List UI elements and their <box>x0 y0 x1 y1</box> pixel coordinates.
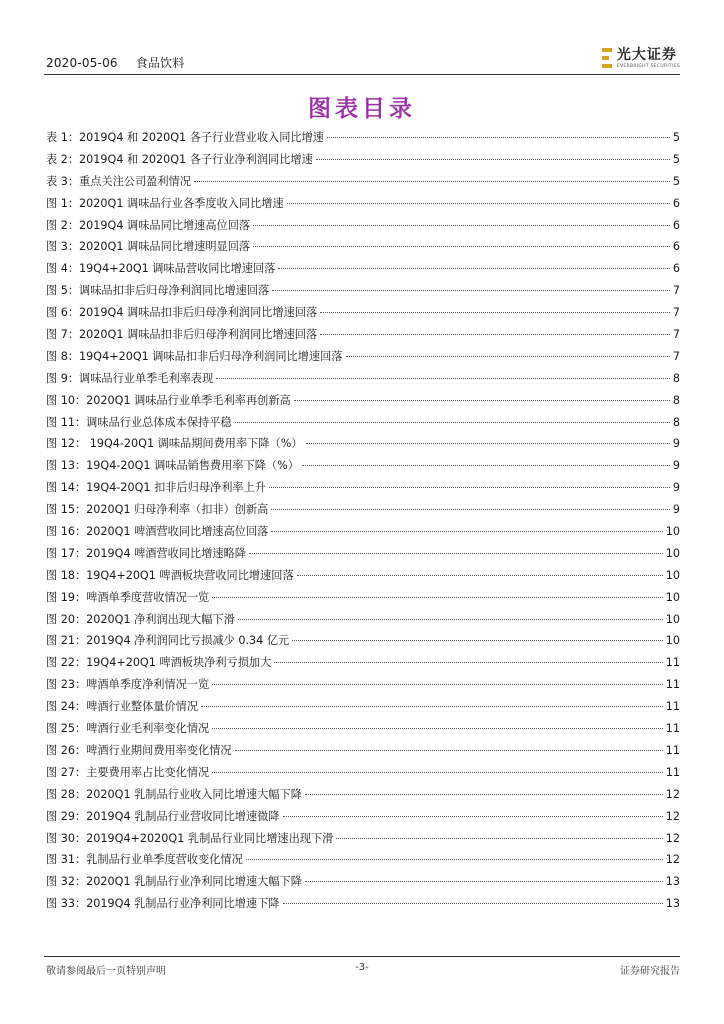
toc-entry-label: 图 13：19Q4-20Q1 调味品销售费用率下降（%） <box>46 459 299 473</box>
toc-entry[interactable] <box>46 587 680 609</box>
toc-leader-dots <box>283 816 663 817</box>
toc-entry-page: 8 <box>672 371 680 385</box>
toc-entry-page: 7 <box>672 306 680 320</box>
toc-list <box>46 127 680 915</box>
toc-entry[interactable] <box>46 368 680 390</box>
toc-entry[interactable] <box>46 871 680 893</box>
company-logo <box>602 46 680 70</box>
page-number: -3- <box>355 962 369 973</box>
toc-entry[interactable] <box>46 849 680 871</box>
toc-entry-page: 5 <box>672 174 680 188</box>
toc-leader-dots <box>327 137 670 138</box>
toc-leader-dots <box>235 750 663 751</box>
toc-entry-label: 图 33：2019Q4 乳制品行业净利同比增速下降 <box>46 897 280 911</box>
toc-entry[interactable] <box>46 433 680 455</box>
toc-entry-page: 12 <box>665 787 680 801</box>
toc-entry-page: 10 <box>665 590 680 604</box>
toc-leader-dots <box>294 400 670 401</box>
logo-mark-icon <box>602 48 612 68</box>
toc-leader-dots <box>297 575 663 576</box>
toc-leader-dots <box>278 268 670 269</box>
toc-entry[interactable] <box>46 696 680 718</box>
toc-entry-label: 图 25：啤酒行业毛利率变化情况 <box>46 722 210 736</box>
toc-leader-dots <box>271 531 662 532</box>
toc-entry-label: 图 15：2020Q1 归母净利率（扣非）创新高 <box>46 503 269 517</box>
toc-entry[interactable] <box>46 762 680 784</box>
toc-leader-dots <box>346 356 670 357</box>
toc-entry[interactable] <box>46 740 680 762</box>
toc-entry[interactable] <box>46 149 680 171</box>
toc-entry-label: 图 22：19Q4+20Q1 啤酒板块净利亏损加大 <box>46 656 272 670</box>
toc-leader-dots <box>212 684 663 685</box>
page-title: 图表目录 <box>308 95 416 122</box>
toc-entry-label: 图 10：2020Q1 调味品行业单季毛利率再创新高 <box>46 393 291 407</box>
toc-entry-page: 10 <box>665 525 680 539</box>
header-date: 2020-05-06 <box>46 56 118 70</box>
toc-leader-dots <box>246 859 663 860</box>
toc-entry-page: 8 <box>672 393 680 407</box>
toc-entry-page: 6 <box>672 218 680 232</box>
toc-leader-dots <box>201 706 663 707</box>
toc-entry[interactable] <box>46 609 680 631</box>
toc-leader-dots <box>320 334 670 335</box>
toc-entry[interactable] <box>46 346 680 368</box>
toc-leader-dots <box>336 838 662 839</box>
toc-leader-dots <box>235 422 670 423</box>
toc-entry-label: 图 27：主要费用率占比变化情况 <box>46 765 210 779</box>
toc-entry-label: 图 12： 19Q4-20Q1 调味品期间费用率下降（%） <box>46 437 303 451</box>
toc-entry[interactable] <box>46 477 680 499</box>
toc-entry-page: 10 <box>665 546 680 560</box>
toc-entry[interactable] <box>46 412 680 434</box>
toc-leader-dots <box>274 662 662 663</box>
toc-entry[interactable] <box>46 236 680 258</box>
toc-entry-page: 11 <box>665 656 680 670</box>
toc-entry-page: 9 <box>672 459 680 473</box>
toc-entry-page: 13 <box>665 897 680 911</box>
toc-entry-page: 10 <box>665 634 680 648</box>
toc-entry-page: 6 <box>672 262 680 276</box>
toc-entry[interactable] <box>46 828 680 850</box>
toc-entry-label: 图 23：啤酒单季度净利情况一览 <box>46 678 210 692</box>
toc-entry[interactable] <box>46 893 680 915</box>
header-meta <box>46 54 199 71</box>
toc-entry-label: 图 11：调味品行业总体成本保持平稳 <box>46 415 232 429</box>
toc-entry[interactable] <box>46 171 680 193</box>
toc-leader-dots <box>283 903 663 904</box>
toc-entry[interactable] <box>46 280 680 302</box>
toc-entry-label: 图 32：2020Q1 乳制品行业净利同比增速大幅下降 <box>46 875 302 889</box>
toc-entry[interactable] <box>46 499 680 521</box>
toc-entry-page: 11 <box>665 722 680 736</box>
toc-entry-label: 图 30：2019Q4+2020Q1 乳制品行业同比增速出现下滑 <box>46 831 334 845</box>
toc-leader-dots <box>306 443 670 444</box>
page-header <box>44 44 680 76</box>
toc-entry[interactable] <box>46 302 680 324</box>
toc-entry-page: 13 <box>665 875 680 889</box>
toc-entry[interactable] <box>46 127 680 149</box>
toc-entry-label: 图 26：啤酒行业期间费用率变化情况 <box>46 743 232 757</box>
footer-disclaimer: 敬请参阅最后一页特别声明 <box>46 966 166 977</box>
toc-entry[interactable] <box>46 215 680 237</box>
toc-entry-label: 图 24：啤酒行业整体量价情况 <box>46 700 199 714</box>
toc-entry-label: 图 16：2020Q1 啤酒营收同比增速高位回落 <box>46 525 269 539</box>
toc-leader-dots <box>302 465 670 466</box>
header-sector: 食品饮料 <box>135 56 185 70</box>
toc-entry-label: 图 31：乳制品行业单季度营收变化情况 <box>46 853 243 867</box>
toc-leader-dots <box>305 881 663 882</box>
toc-entry-label: 图 20：2020Q1 净利润出现大幅下滑 <box>46 612 235 626</box>
footer-report-type: 证券研究报告 <box>620 966 680 977</box>
toc-entry-label: 图 14：19Q4-20Q1 扣非后归母净利率上升 <box>46 481 266 495</box>
toc-entry[interactable] <box>46 565 680 587</box>
toc-leader-dots <box>269 487 670 488</box>
toc-entry-page: 7 <box>672 284 680 298</box>
toc-entry-page: 5 <box>672 152 680 166</box>
toc-entry-page: 11 <box>665 765 680 779</box>
toc-entry-page: 7 <box>672 349 680 363</box>
toc-entry[interactable] <box>46 784 680 806</box>
toc-entry[interactable] <box>46 543 680 565</box>
toc-leader-dots <box>287 203 670 204</box>
toc-entry[interactable] <box>46 630 680 652</box>
toc-entry-page: 9 <box>672 481 680 495</box>
toc-entry-label: 图 29：2019Q4 乳制品行业营收同比增速微降 <box>46 809 280 823</box>
toc-entry-page: 12 <box>665 853 680 867</box>
toc-entry-label: 图 17：2019Q4 啤酒营收同比增速略降 <box>46 546 246 560</box>
toc-entry-page: 6 <box>672 196 680 210</box>
toc-entry-label: 图 6：2019Q4 调味品扣非后归母净利润同比增速回落 <box>46 306 318 320</box>
toc-leader-dots <box>216 378 670 379</box>
toc-leader-dots <box>272 290 670 291</box>
toc-entry[interactable] <box>46 652 680 674</box>
toc-entry[interactable] <box>46 674 680 696</box>
toc-entry-page: 7 <box>672 328 680 342</box>
toc-entry-page: 11 <box>665 678 680 692</box>
toc-entry-label: 图 2：2019Q4 调味品同比增速高位回落 <box>46 218 251 232</box>
toc-leader-dots <box>212 597 663 598</box>
toc-leader-dots <box>316 159 670 160</box>
toc-entry-page: 12 <box>665 831 680 845</box>
toc-entry-page: 8 <box>672 415 680 429</box>
header-divider <box>44 74 680 75</box>
logo-name: 光大证券 <box>616 46 677 63</box>
toc-leader-dots <box>320 312 670 313</box>
toc-entry-label: 表 3：重点关注公司盈利情况 <box>46 174 191 188</box>
toc-leader-dots <box>249 553 663 554</box>
toc-leader-dots <box>253 225 670 226</box>
toc-entry-page: 10 <box>665 568 680 582</box>
toc-entry-label: 图 19：啤酒单季度营收情况一览 <box>46 590 210 604</box>
toc-entry-label: 图 4：19Q4+20Q1 调味品营收同比增速回落 <box>46 262 276 276</box>
toc-entry[interactable] <box>46 193 680 215</box>
toc-entry[interactable] <box>46 718 680 740</box>
toc-entry[interactable] <box>46 258 680 280</box>
toc-entry-label: 图 1：2020Q1 调味品行业各季度收入同比增速 <box>46 196 284 210</box>
toc-entry-page: 12 <box>665 809 680 823</box>
toc-entry-page: 9 <box>672 437 680 451</box>
toc-entry-label: 图 8：19Q4+20Q1 调味品扣非后归母净利润同比增速回落 <box>46 349 343 363</box>
toc-entry-label: 表 1：2019Q4 和 2020Q1 各子行业营业收入同比增速 <box>46 131 324 144</box>
toc-leader-dots <box>238 619 663 620</box>
toc-entry-page: 9 <box>672 503 680 517</box>
toc-entry-page: 11 <box>665 700 680 714</box>
toc-entry-label: 图 7：2020Q1 调味品扣非后归母净利润同比增速回落 <box>46 328 318 342</box>
toc-leader-dots <box>305 794 663 795</box>
toc-leader-dots <box>292 640 663 641</box>
toc-entry-page: 11 <box>665 743 680 757</box>
toc-entry-page: 5 <box>672 131 680 144</box>
toc-leader-dots <box>271 509 670 510</box>
toc-entry[interactable] <box>46 806 680 828</box>
toc-leader-dots <box>212 728 663 729</box>
toc-entry-label: 表 2：2019Q4 和 2020Q1 各子行业净利润同比增速 <box>46 152 313 166</box>
toc-entry[interactable] <box>46 521 680 543</box>
toc-entry[interactable] <box>46 455 680 477</box>
toc-entry-label: 图 28：2020Q1 乳制品行业收入同比增速大幅下降 <box>46 787 302 801</box>
footer-divider <box>44 956 680 957</box>
toc-entry-page: 10 <box>665 612 680 626</box>
toc-entry-label: 图 18：19Q4+20Q1 啤酒板块营收同比增速回落 <box>46 568 294 582</box>
toc-leader-dots <box>194 181 670 182</box>
toc-entry-page: 6 <box>672 240 680 254</box>
toc-leader-dots <box>253 246 670 247</box>
logo-subtitle: EVERBRIGHT SECURITIES <box>616 63 680 69</box>
toc-leader-dots <box>212 772 663 773</box>
toc-entry-label: 图 3：2020Q1 调味品同比增速明显回落 <box>46 240 251 254</box>
toc-entry-label: 图 9：调味品行业单季毛利率表现 <box>46 371 214 385</box>
toc-entry-label: 图 21：2019Q4 净利润同比亏损减少 0.34 亿元 <box>46 634 290 648</box>
toc-entry[interactable] <box>46 390 680 412</box>
toc-entry[interactable] <box>46 324 680 346</box>
toc-entry-label: 图 5：调味品扣非后归母净利润同比增速回落 <box>46 284 270 298</box>
